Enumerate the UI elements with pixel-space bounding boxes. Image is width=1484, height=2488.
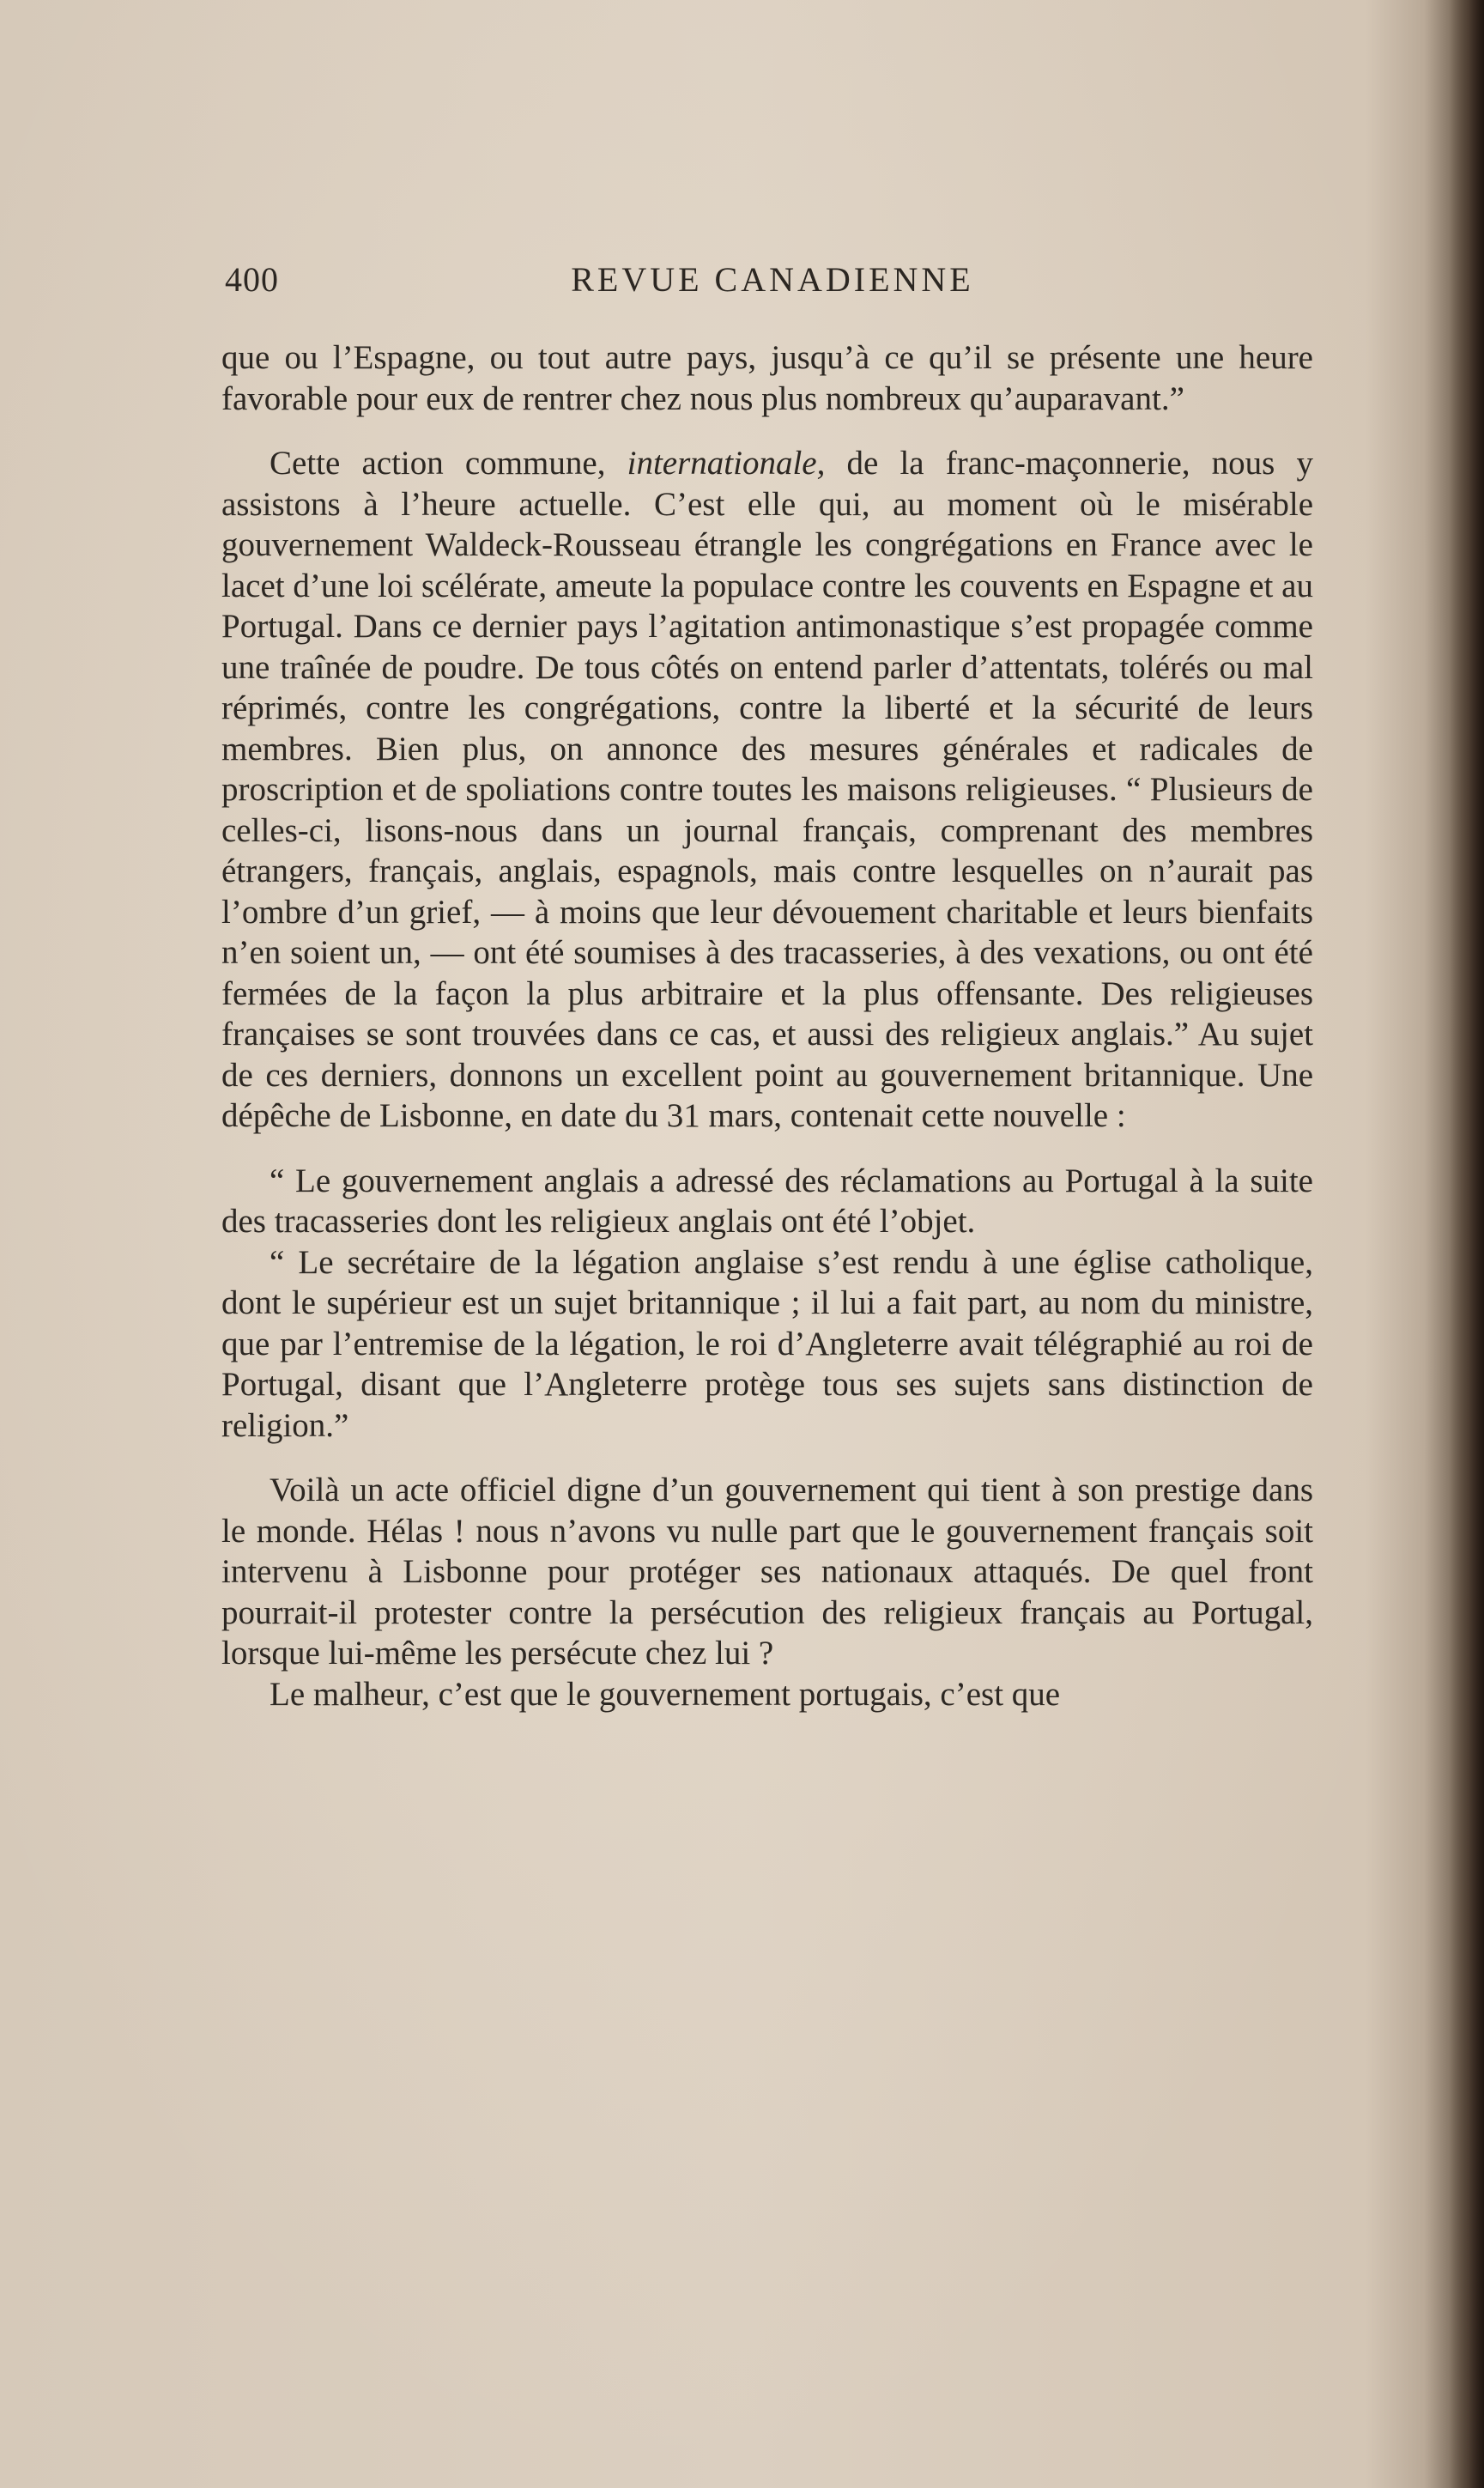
- paragraph-text: de la franc-maçonnerie, nous y assistons à l’heure actuelle. C’est elle qui, au moment où le misérable gouvernement Waldeck-Rousseau étrangle les congrégations en France avec le lacet d’une loi scélérate, ameute la populace contre les couvents en Espagne et au Portugal. Dans ce dernier pays l’agitation antimonastique s’est propagée comme une traînée de poudre. De tous côtés on entend parler d’attentats, tolérés ou mal réprimés, contre les congrégations, contre la liberté et la sécurité de leurs membres. Bien plus, on annonce des mesures générales et radicales de proscription et de spoliations contre toutes les maisons religieuses. “ Plusieurs de celles-ci, lisons-nous dans un journal français, comprenant des membres étrangers, français, anglais, espagnols, mais contre lesquelles on n’aurait pas l’ombre d’un grief, — à moins que leur dévouement charitable et leurs bienfaits n’en soient un, — ont été soumises à des tracasseries, à des vexations, ou ont été fermées de la façon la plus arbitraire et la plus offensante. Des religieuses françaises se sont trouvées dans ce cas, et aussi des religieux anglais.” Au sujet de ces derniers, donnons un excellent point au gouvernement britannique. Une dépêche de Lisbonne, en date du 31 mars, contenait cette nouvelle :: [221, 445, 1313, 1134]
- body-text: [221, 337, 1313, 1714]
- page-number: 400: [225, 260, 279, 299]
- paragraph-franc-maconnerie: [221, 443, 1313, 1137]
- paragraph-continuation: que ou l’Espagne, ou tout autre pays, jusqu’à ce qu’il se présente une heure favorable pour eux de rentrer chez nous plus nombreux qu’auparavant.”: [221, 339, 1313, 417]
- page-header: [225, 259, 1320, 304]
- paragraph-malheur: Le malheur, c’est que le gouvernement portugais, c’est que: [270, 1675, 1061, 1713]
- paragraph-acte-officiel: Voilà un acte officiel digne d’un gouvernement qui tient à son prestige dans le monde. Hélas ! nous n’avons vu nulle part que le gouvernement français soit intervenu à Lisbonne pour protéger ses nationaux attaqués. De quel front pourrait-il protester contre la persécution des religieux français au Portugal, lorsque lui-même les persécute chez lui ?: [221, 1472, 1313, 1672]
- quote-paragraph-2: “ Le secrétaire de la légation anglaise s’est rendu à une église catholique, dont le supérieur est un sujet britannique ; il lui a fait part, au nom du ministre, que par l’entremise de la légation, le roi d’Angleterre avait télégraphié au roi de Portugal, disant que l’Angleterre protège tous ses sujets sans distinction de religion.”: [221, 1243, 1313, 1444]
- quote-paragraph-1: “ Le gouvernement anglais a adressé des réclamations au Portugal à la suite des tracasseries dont les religieux anglais ont été l’objet.: [221, 1162, 1313, 1240]
- italic-term: internationale,: [627, 445, 826, 482]
- running-title: REVUE CANADIENNE: [571, 260, 974, 299]
- paragraph-text: Cette action commune,: [270, 445, 627, 482]
- binding-shadow: [1450, 0, 1484, 2488]
